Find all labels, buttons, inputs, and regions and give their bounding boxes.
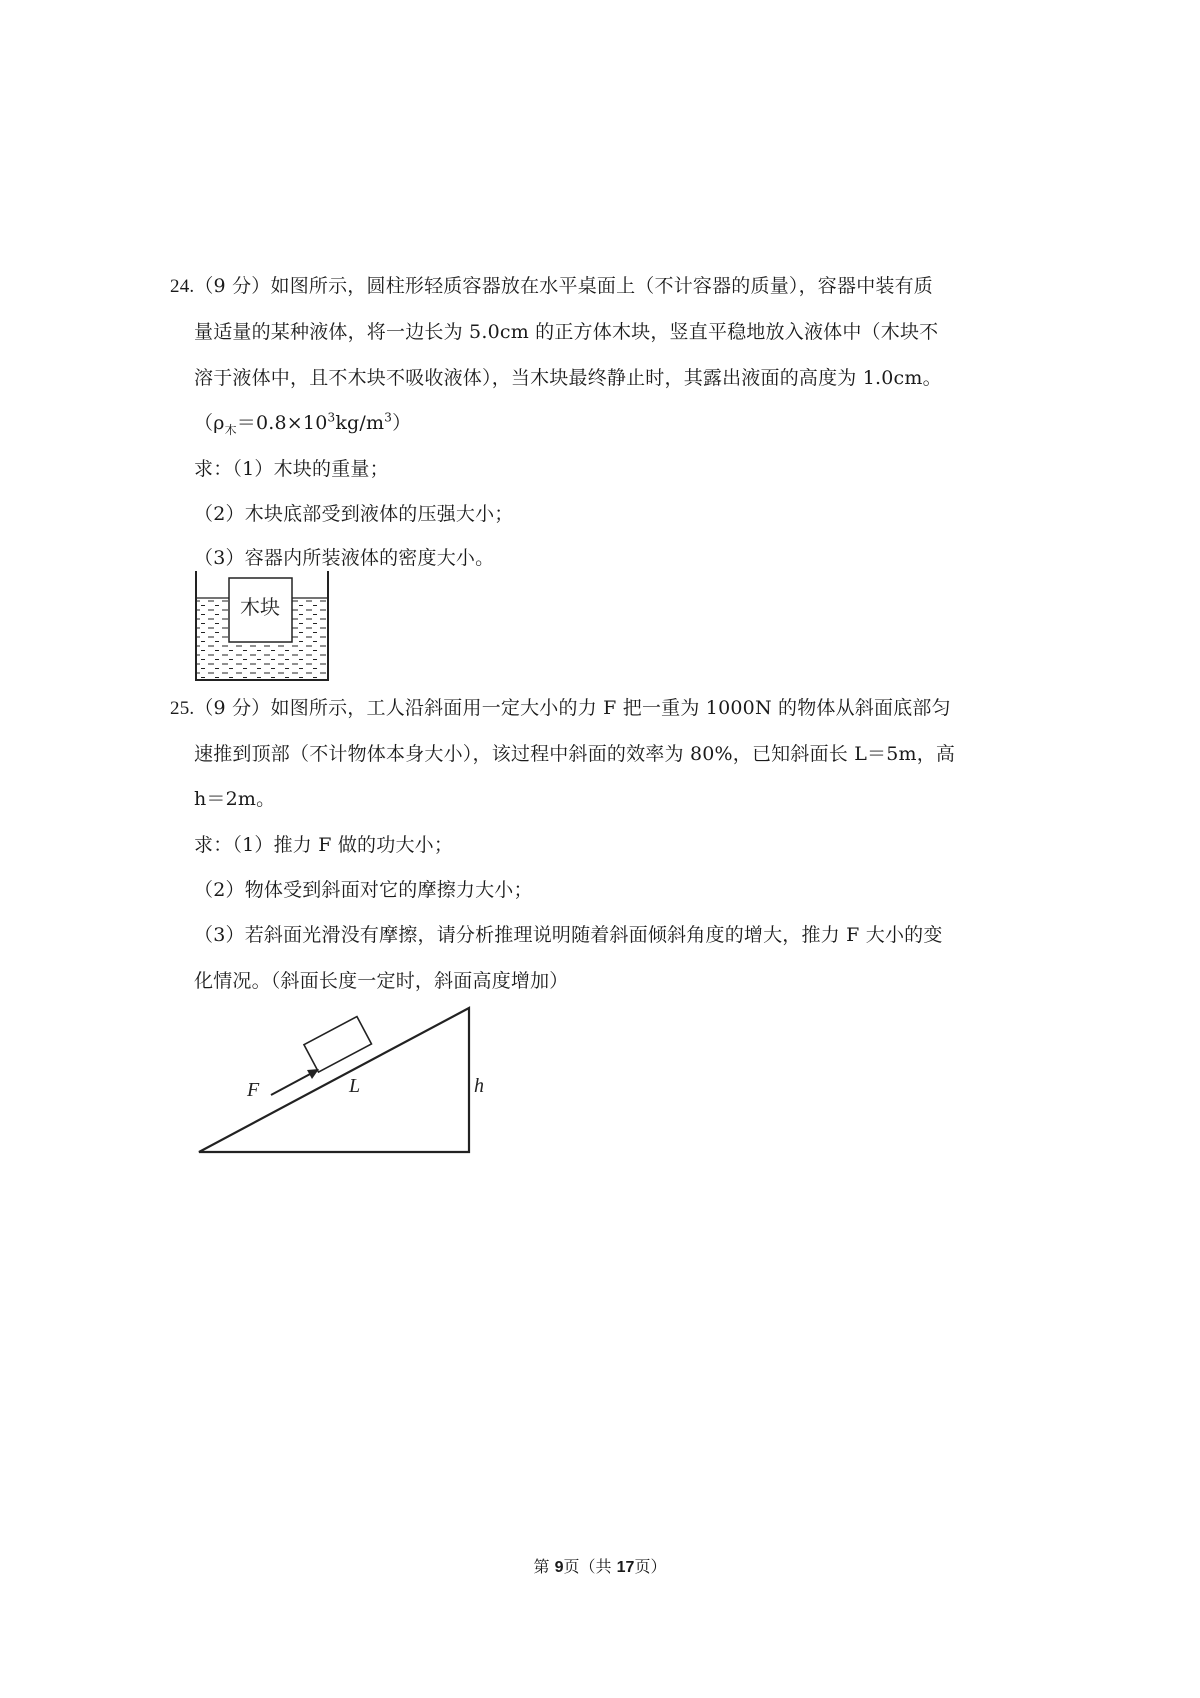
q25-text-line1: 如图所示，工人沿斜面用一定大小的力 F 把一重为 1000N 的物体从斜面底部匀 — [270, 697, 951, 719]
q25-line1 — [170, 694, 951, 723]
container-figure — [192, 570, 332, 685]
q24-number: 24. — [170, 276, 195, 297]
q24-line1 — [170, 272, 933, 301]
q24-line3: 溶于液体中，且不木块不吸收液体），当木块最终静止时，其露出液面的高度为 1.0cm。 — [194, 367, 942, 389]
q24-points: （9 分） — [194, 275, 271, 297]
wood-block-label: 木块 — [240, 595, 280, 619]
q25-question-2: （2）物体受到斜面对它的摩擦力大小； — [194, 879, 533, 901]
q25-question-3a: （3）若斜面光滑没有摩擦，请分析推理说明随着斜面倾斜角度的增大，推力 F 大小的变 — [194, 924, 943, 946]
q25-line3: h＝2m。 — [194, 788, 276, 810]
q24-question-1: 求：（1）木块的重量； — [194, 458, 389, 480]
page-number: 9 — [554, 1559, 564, 1576]
q24-text-line1: 如图所示，圆柱形轻质容器放在水平桌面上（不计容器的质量），容器中装有质 — [270, 275, 934, 297]
label-L: L — [349, 1075, 361, 1097]
label-F: F — [247, 1079, 260, 1101]
page-footer: 第 9页（共 17页） — [533, 1557, 667, 1576]
q24-given-density: $(\rho_木=0.8\times 10^3kg/m^3)$ — [194, 410, 412, 437]
q25-points: （9 分） — [194, 697, 271, 719]
q25-number: 25. — [170, 698, 195, 719]
q24-question-3: （3）容器内所装液体的密度大小。 — [194, 547, 495, 569]
q25-line2: 速推到顶部（不计物体本身大小），该过程中斜面的效率为 80%，已知斜面长 L＝5m，高 — [194, 743, 956, 765]
label-h: h — [474, 1075, 484, 1097]
q24-line2: 量适量的某种液体，将一边长为 5.0cm 的正方体木块，竖直平稳地放入液体中（木块不 — [194, 321, 939, 343]
force-arrow — [271, 1073, 312, 1095]
page-total: 17 — [616, 1559, 635, 1576]
incline-block — [304, 1017, 372, 1073]
incline-figure — [195, 1000, 495, 1160]
q25-question-1: 求：（1）推力 F 做的功大小； — [194, 834, 454, 856]
q24-question-2: （2）木块底部受到液体的压强大小； — [194, 503, 514, 525]
q25-question-3b: 化情况。（斜面长度一定时，斜面高度增加） — [194, 970, 569, 992]
